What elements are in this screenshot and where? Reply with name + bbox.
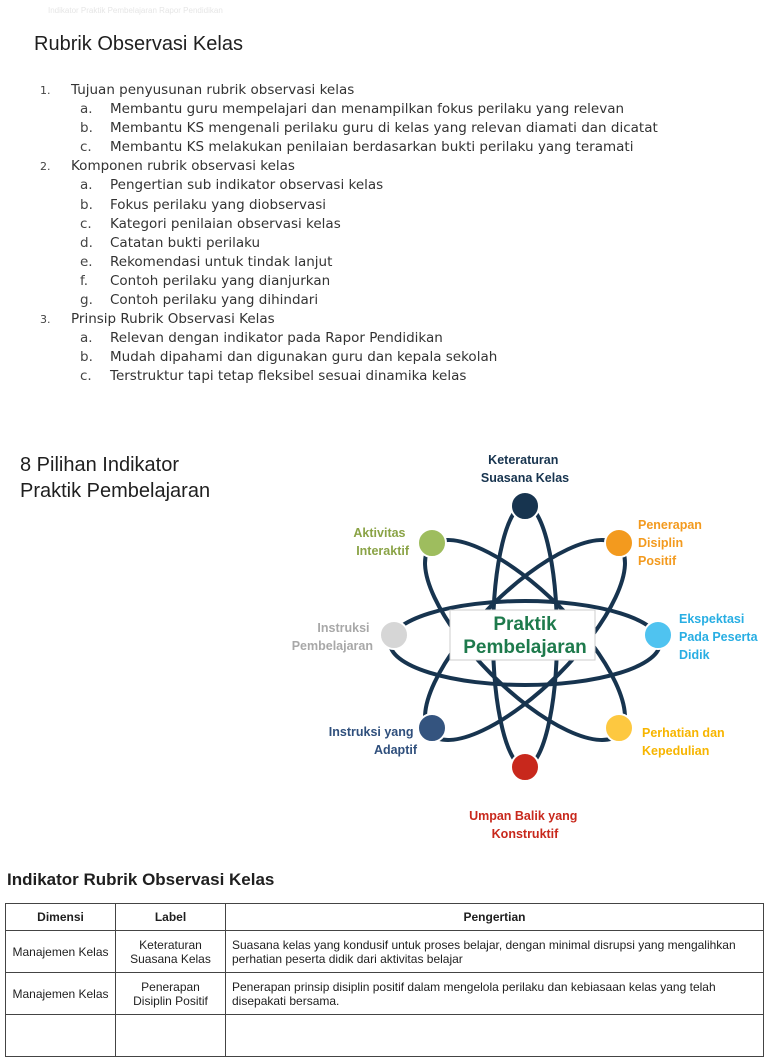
list-item [0,157,768,176]
cell-empty [116,1015,226,1057]
list-item [0,310,768,329]
cell-empty [6,1015,116,1057]
indikator-heading [20,452,210,504]
sub-list-letter: a. [80,330,93,347]
sub-list-text: Catatan bukti perilaku [110,234,261,251]
node-instruksi-pembelajaran [380,621,408,649]
cell-label: Penerapan Disiplin Positif [116,973,226,1015]
label-umpan-balik: Umpan Balik yang Konstruktif [469,809,578,841]
label-aktivitas: Aktivitas Interaktif [353,526,409,558]
sub-list-letter: a. [80,101,93,118]
indikator-heading-line2: Praktik Pembelajaran [20,480,211,502]
header-dimensi: Dimensi [6,904,116,931]
sub-list-text: Rekomendasi untuk tindak lanjut [110,253,333,270]
node-instruksi-adaptif [418,714,446,742]
sub-list-item [0,119,768,138]
sub-list-item [0,215,768,234]
center-label-line2: Pembelajaran [463,637,587,658]
sub-list-text: Fokus perilaku yang diobservasi [110,196,327,213]
sub-list-item [0,253,768,272]
rubric-table [5,903,764,1057]
sub-list-item [0,234,768,253]
sub-list-text: Contoh perilaku yang dianjurkan [110,272,331,289]
sub-list-item [0,291,768,310]
cell-dimensi: Manajemen Kelas [6,973,116,1015]
list-number: 3. [40,313,51,327]
sub-list-letter: c. [80,139,92,156]
sub-list-item [0,176,768,195]
node-keteraturan [511,492,539,520]
table-row [6,931,764,973]
section-title-rubrik: Rubrik Observasi Kelas [34,33,243,55]
sub-list-item [0,100,768,119]
sub-list-item [0,367,768,386]
sub-list-letter: c. [80,368,92,385]
sub-list-item [0,272,768,291]
label-perhatian: Perhatian dan Kepedulian [642,726,725,758]
sub-list-text: Contoh perilaku yang dihindari [110,292,319,309]
sub-list-letter: c. [80,215,92,232]
cell-pengertian: Suasana kelas yang kondusif untuk proses belajar, dengan minimal disrupsi yang mengalihkan perhatian peserta didik dari aktivitas belajar [226,931,764,973]
node-penerapan-disiplin [605,529,633,557]
list-item-text: Komponen rubrik observasi kelas [71,158,295,175]
table-header-row [6,904,764,931]
list-number: 2. [40,160,51,174]
label-instruksi-adaptif: Instruksi yang Adaptif [328,725,417,757]
list-item-text: Prinsip Rubrik Observasi Kelas [71,311,275,328]
sub-list-text: Mudah dipahami dan digunakan guru dan kepala sekolah [110,349,498,366]
sub-list-letter: g. [80,292,93,309]
table-heading: Indikator Rubrik Observasi Kelas [7,870,275,889]
center-label [450,610,595,660]
list-item [0,81,768,100]
sub-list-item [0,138,768,157]
cell-empty [226,1015,764,1057]
node-ekspektasi [644,621,672,649]
label-instruksi-pembelajaran: Instruksi Pembelajaran [291,621,373,653]
cell-label: Keteraturan Suasana Kelas [116,931,226,973]
sub-list-text: Membantu KS mengenali perilaku guru di kelas yang relevan diamati dan dicatat [110,120,658,137]
label-penerapan-disiplin: Penerapan Disiplin Positif [638,518,702,568]
cell-pengertian: Penerapan prinsip disiplin positif dalam mengelola perilaku dan kebiasaan kelas yang telah disepakati bersama. [226,973,764,1015]
table-row-partial [6,1015,764,1057]
cell-dimensi: Manajemen Kelas [6,931,116,973]
table-row [6,973,764,1015]
sub-list-letter: d. [80,234,93,251]
sub-list-letter: a. [80,177,93,194]
node-aktivitas [418,529,446,557]
sub-list-text: Membantu guru mempelajari dan menampilkan fokus perilaku yang relevan [110,101,625,118]
label-ekspektasi: Ekspektasi Pada Peserta Didik [679,612,758,662]
indikator-heading-line1: 8 Pilihan Indikator [20,454,179,476]
center-label-line1: Praktik [493,614,557,635]
sub-list-letter: f. [80,272,89,289]
sub-list-letter: b. [80,196,93,213]
sub-list-letter: b. [80,349,93,366]
sub-list-letter: e. [80,253,93,270]
sub-list-item [0,329,768,348]
header-pengertian: Pengertian [226,904,764,931]
sub-list-item [0,196,768,215]
node-perhatian [605,714,633,742]
label-keteraturan: Keteraturan Suasana Kelas [480,453,570,485]
header-label: Label [116,904,226,931]
node-umpan-balik [511,753,539,781]
atom-diagram [270,440,768,845]
sub-list-text: Kategori penilaian observasi kelas [110,215,341,232]
sub-list-text: Membantu KS melakukan penilaian berdasarkan bukti perilaku yang teramati [110,139,634,156]
sub-list-letter: b. [80,120,93,137]
rubrik-outline-list [0,81,768,387]
sub-list-text: Relevan dengan indikator pada Rapor Pendidikan [110,330,443,347]
sub-list-item [0,348,768,367]
watermark-text: Indikator Praktik Pembelajaran Rapor Pendidikan [48,6,223,15]
sub-list-text: Pengertian sub indikator observasi kelas [110,177,384,194]
list-number: 1. [40,84,51,97]
sub-list-text: Terstruktur tapi tetap fleksibel sesuai dinamika kelas [110,368,467,385]
list-item-text: Tujuan penyusunan rubrik observasi kelas [71,82,355,98]
